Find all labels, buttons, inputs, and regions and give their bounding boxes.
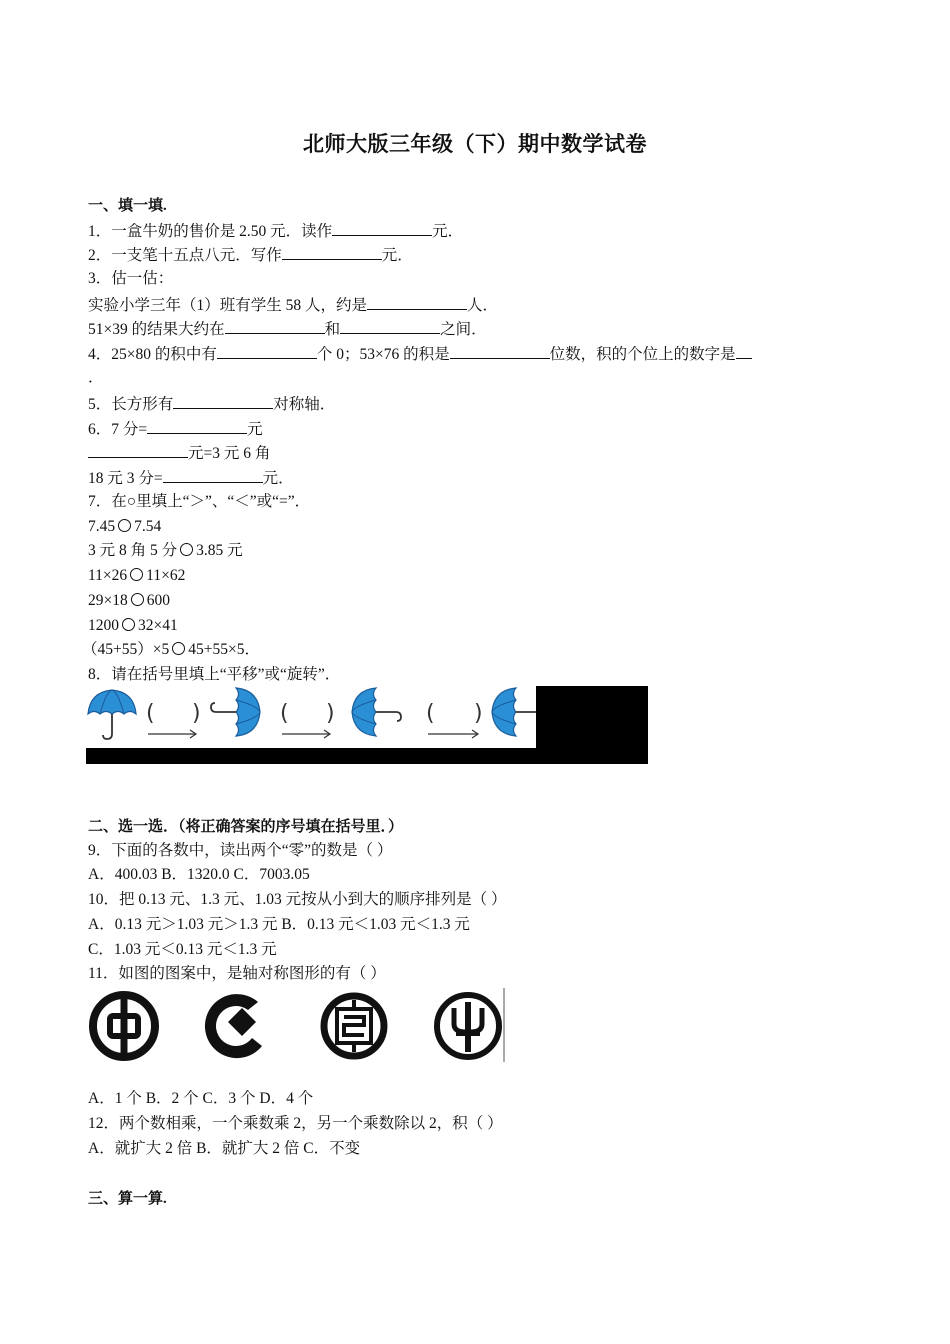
q3b-mid: 和 <box>324 321 341 338</box>
icbc-logo-icon <box>324 996 384 1056</box>
umbrella-figure <box>86 686 648 764</box>
question-1 <box>88 220 463 242</box>
q1-post: 元． <box>432 223 464 240</box>
q7-left: （45+55）×5 <box>82 641 170 658</box>
compare-circle[interactable] <box>122 618 135 631</box>
q2-answer-blank[interactable] <box>282 244 382 260</box>
q3b-blank-2[interactable] <box>340 318 440 334</box>
compare-circle[interactable] <box>131 593 144 606</box>
black-mask-bar <box>86 748 648 764</box>
question-3a <box>88 294 498 316</box>
page-title: 北师大版三年级（下）期中数学试卷 <box>303 132 647 156</box>
section-1-heading: 一、填一填. <box>88 198 167 214</box>
q7-item-4 <box>88 591 170 611</box>
q4-text: 4．25×80 的积中有 <box>88 346 217 363</box>
q1-text: 1．一盒牛奶的售价是 2.50 元．读作 <box>88 223 333 240</box>
question-3b <box>88 318 487 340</box>
question-3-head: 3．估一估： <box>88 270 174 287</box>
q7-right: 45+55×5． <box>188 641 260 658</box>
q4-blank-1[interactable] <box>217 343 317 359</box>
q7-right: 7.54 <box>134 518 162 535</box>
logos-figure <box>86 986 506 1064</box>
q2-post: 元． <box>381 247 413 264</box>
question-6a <box>88 418 263 440</box>
question-5 <box>88 393 335 415</box>
q6c-post: 元． <box>262 470 294 487</box>
q6c-answer-blank[interactable] <box>163 467 263 483</box>
question-4-cont: ． <box>88 369 104 386</box>
q7-left: 11×26 <box>88 567 128 584</box>
paren-right: ) <box>192 701 201 726</box>
compare-circle[interactable] <box>130 568 143 581</box>
question-12: 12．两个数相乘，一个乘数乘 2，另一个乘数除以 2，积（ ） <box>88 1115 503 1132</box>
q4-blank-3[interactable] <box>736 343 752 359</box>
question-9: 9．下面的各数中，读出两个“零”的数是（ ） <box>88 842 393 859</box>
q6a-post: 元 <box>247 421 263 438</box>
question-2 <box>88 244 413 266</box>
q5-text: 5．长方形有 <box>88 396 174 413</box>
q6b-post: 元=3 元 6 角 <box>188 445 271 462</box>
question-10-options-2: C．1.03 元＜0.13 元＜1.3 元 <box>88 941 277 958</box>
q7-right: 3.85 元 <box>196 542 243 559</box>
q3b-post: 之间． <box>440 321 487 338</box>
q6a-answer-blank[interactable] <box>147 418 247 434</box>
q4-mid: 个 0；53×76 的积是 <box>316 346 450 363</box>
q3a-text: 实验小学三年（1）班有学生 58 人，约是 <box>88 297 368 314</box>
q3a-answer-blank[interactable] <box>367 294 467 310</box>
question-10: 10．把 0.13 元、1.3 元、1.03 元按从小到大的顺序排列是（ ） <box>88 891 507 908</box>
compare-circle[interactable] <box>118 519 131 532</box>
section-3-heading: 三、算一算. <box>88 1191 167 1207</box>
bank-of-china-logo-icon <box>93 995 155 1057</box>
question-6b <box>88 442 270 464</box>
q4-blank-2[interactable] <box>450 343 550 359</box>
q7-item-2 <box>88 541 243 561</box>
q7-right: 32×41 <box>138 617 178 634</box>
question-10-options-1: A．0.13 元＞1.03 元＞1.3 元 B．0.13 元＜1.03 元＜1.3 元 <box>88 916 470 933</box>
question-12-options: A．就扩大 2 倍 B．就扩大 2 倍 C．不变 <box>88 1140 361 1157</box>
agricultural-bank-logo-icon <box>437 995 499 1057</box>
q7-left: 3 元 8 角 5 分 <box>88 542 178 559</box>
q6a-text: 6．7 分= <box>88 421 148 438</box>
q5-post: 对称轴． <box>273 396 336 413</box>
paren-right: ) <box>326 701 335 726</box>
question-8-head: 8．请在括号里填上“平移”或“旋转”． <box>88 666 341 683</box>
q6c-text: 18 元 3 分= <box>88 470 163 487</box>
q7-left: 29×18 <box>88 592 128 609</box>
q3a-post: 人． <box>467 297 499 314</box>
paren-right: ) <box>474 701 483 726</box>
q7-item-5 <box>88 616 178 636</box>
q2-text: 2．一支笔十五点八元．写作 <box>88 247 282 264</box>
q7-item-3 <box>88 566 185 586</box>
compare-circle[interactable] <box>180 543 193 556</box>
q5-answer-blank[interactable] <box>173 393 273 409</box>
construction-bank-logo-icon <box>205 994 262 1058</box>
q7-right: 11×62 <box>146 567 186 584</box>
compare-circle[interactable] <box>172 642 185 655</box>
q1-answer-blank[interactable] <box>332 220 432 236</box>
q4-mid2: 位数，积的个位上的数字是 <box>549 346 736 363</box>
q7-right: 600 <box>146 592 170 609</box>
question-11-options: A．1 个 B．2 个 C．3 个 D．4 个 <box>88 1090 314 1107</box>
q3b-text: 51×39 的结果大约在 <box>88 321 225 338</box>
question-4 <box>88 343 752 365</box>
q7-item-1 <box>88 517 161 537</box>
question-6c <box>88 467 294 489</box>
paren-left: ( <box>146 701 155 726</box>
q7-left: 7.45 <box>88 518 116 535</box>
q7-item-6 <box>82 640 260 660</box>
q7-left: 1200 <box>88 617 119 634</box>
paren-left: ( <box>426 701 435 726</box>
paren-left: ( <box>280 701 289 726</box>
section-2-heading: 二、选一选．（将正确答案的序号填在括号里．） <box>88 819 404 835</box>
question-7-head: 7．在○里填上“＞”、“＜”或“=”． <box>88 493 311 510</box>
question-9-options: A．400.03 B．1320.0 C．7003.05 <box>88 866 310 883</box>
question-11: 11．如图的图案中，是轴对称图形的有（ ） <box>88 965 386 982</box>
q3b-blank-1[interactable] <box>225 318 325 334</box>
q6b-answer-blank[interactable] <box>88 442 188 458</box>
